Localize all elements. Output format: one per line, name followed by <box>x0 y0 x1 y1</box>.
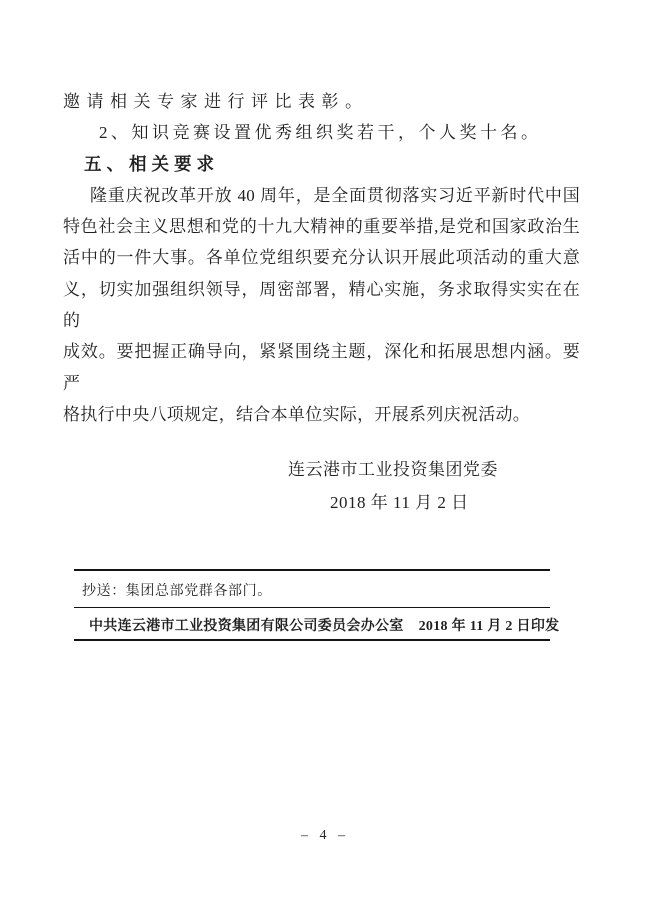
body-line: 特色社会主义思想和党的十九大精神的重要举措,是党和国家政治生 <box>63 217 580 237</box>
body-line: 活中的一件大事。各单位党组织要充分认识开展此项活动的重大意 <box>63 248 580 268</box>
body-line: 隆重庆祝改革开放 40 周年，是全面贯彻落实习近平新时代中国 <box>90 185 580 205</box>
section-heading: 五、相关要求 <box>84 153 219 174</box>
body-line: 邀请相关专家进行评比表彰。 <box>63 92 369 111</box>
signature-date: 2018 年 11 月 2 日 <box>330 493 469 512</box>
issuer-name: 中共连云港市工业投资集团有限公司委员会办公室 <box>89 619 404 634</box>
footer-separator-bottom <box>74 639 550 641</box>
issuer-line <box>89 615 559 635</box>
body-line: 格执行中央八项规定，结合本单位实际，开展系列庆祝活动。 <box>63 404 531 424</box>
body-line: 义，切实加强组织领导，周密部署，精心实施，务求取得实实在在的 <box>63 279 580 331</box>
body-line: 成效。要把握正确导向，紧紧围绕主题，深化和拓展思想内涵。要严 <box>63 342 580 393</box>
print-date: 2018 年 11 月 2 日印发 <box>418 619 560 634</box>
footer-separator-middle <box>74 607 550 608</box>
cc-line: 抄送：集团总部党群各部门。 <box>82 584 272 599</box>
page-number: – 4 – <box>301 828 349 843</box>
signature-organization: 连云港市工业投资集团党委 <box>288 460 498 479</box>
footer-separator-top <box>74 569 550 571</box>
document-body <box>63 86 580 430</box>
body-line: 2、知识竞赛设置优秀组织奖若干，个人奖十名。 <box>99 123 542 143</box>
